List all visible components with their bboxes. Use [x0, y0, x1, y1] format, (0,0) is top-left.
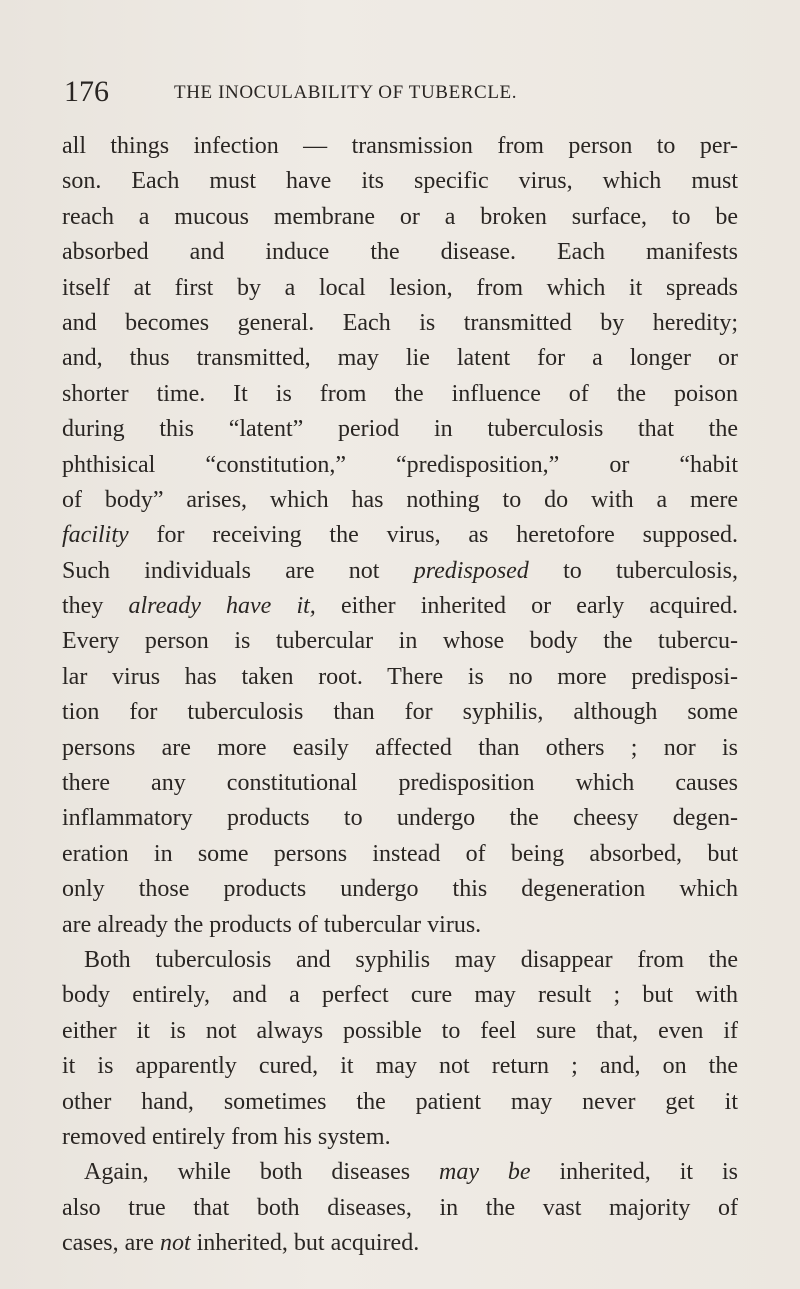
text-fragment: Again, while both diseases	[84, 1159, 439, 1186]
text-line: eration in some persons instead of being absorbed, but	[62, 840, 738, 867]
text-line: are already the products of tubercular virus.	[62, 911, 482, 938]
italic-word: may be	[439, 1159, 531, 1186]
text-line: absorbed and induce the disease. Each manifests	[62, 239, 738, 266]
page-number: 176	[64, 75, 109, 108]
text-line: Both tuberculosis and syphilis may disappear from the	[84, 946, 738, 973]
text-line: son. Each must have its specific virus, which must	[62, 168, 738, 195]
text-line: removed entirely from his system.	[62, 1123, 391, 1150]
text-line: Every person is tubercular in whose body the tubercu-	[62, 628, 738, 655]
text-line: body entirely, and a perfect cure may result ; but with	[62, 982, 738, 1009]
text-line	[62, 1155, 738, 1190]
text-line: only those products undergo this degeneration which	[62, 876, 738, 903]
text-line: there any constitutional predisposition which causes	[62, 770, 738, 797]
text-line: reach a mucous membrane or a broken surface, to be	[62, 203, 738, 230]
text-line: phthisical “constitution,” “predisposition,” or “habit	[62, 451, 738, 478]
text-line: persons are more easily affected than others ; nor is	[62, 734, 738, 761]
text-line	[62, 589, 738, 624]
italic-word: already have it,	[128, 593, 316, 620]
text-fragment: inherited, it is	[530, 1159, 738, 1186]
text-line: and, thus transmitted, may lie latent for a longer or	[62, 345, 738, 372]
text-line: shorter time. It is from the influence of the poison	[62, 380, 738, 407]
text-line: and becomes general. Each is transmitted by heredity;	[62, 309, 738, 336]
page-header	[64, 72, 744, 112]
text-fragment: Such individuals are not	[62, 557, 414, 584]
text-line: of body” arises, which has nothing to do with a mere	[62, 486, 738, 513]
text-fragment: for receiving the virus, as heretofore supposed.	[128, 522, 738, 549]
text-line: lar virus has taken root. There is no more predisposi-	[62, 663, 738, 690]
text-line: all things infection — transmission from person to per-	[62, 133, 738, 159]
text-line	[62, 554, 738, 589]
text-line: during this “latent” period in tuberculosis that the	[62, 416, 738, 443]
text-line	[62, 1226, 738, 1261]
running-title: THE INOCULABILITY OF TUBERCLE.	[174, 82, 518, 103]
text-fragment: they	[62, 593, 129, 620]
text-fragment: to tuberculosis,	[528, 557, 738, 584]
italic-word: facility	[62, 522, 129, 549]
text-fragment: inherited, but acquired.	[190, 1230, 420, 1257]
italic-word: predisposed	[413, 557, 529, 584]
italic-word: not	[159, 1230, 191, 1257]
text-line: other hand, sometimes the patient may never get it	[62, 1088, 738, 1115]
text-fragment: cases, are	[62, 1230, 160, 1257]
text-line: itself at first by a local lesion, from which it spreads	[62, 274, 738, 301]
text-line: also true that both diseases, in the vast majority of	[62, 1194, 738, 1221]
text-line: tion for tuberculosis than for syphilis, although some	[62, 699, 738, 726]
text-line	[62, 518, 738, 553]
text-line: inflammatory products to undergo the cheesy degen-	[62, 805, 738, 832]
text-line: it is apparently cured, it may not return ; and, on the	[62, 1053, 738, 1080]
body-text	[62, 129, 738, 1262]
text-line: either it is not always possible to feel sure that, even if	[62, 1017, 738, 1044]
text-fragment: either inherited or early acquired.	[315, 593, 739, 620]
